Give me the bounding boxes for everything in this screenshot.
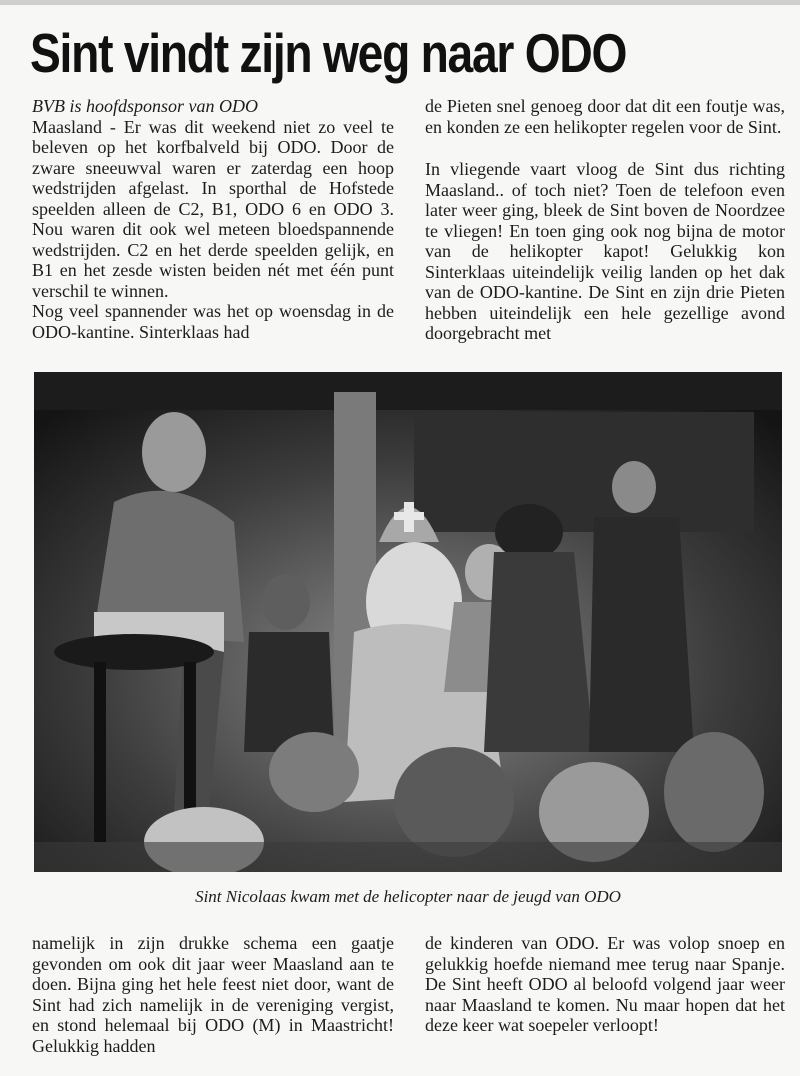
paragraph: de kinderen van ODO. Er was volop snoep en gelukkig hoefde niemand mee terug naar Spanje. De Sint heeft ODO al beloofd volgend jaar weer naar Maasland te komen. Nu maar hopen dat het deze keer wat soepeler verloopt! [425, 933, 785, 1035]
photo-sinterklaas-image [34, 372, 782, 872]
page-edge-line [0, 0, 800, 5]
paragraph: Nog veel spannender was het op woensdag in de ODO-kantine. Sinterklaas had [32, 301, 394, 342]
article-column-bottom-right [425, 933, 785, 1036]
article-column-bottom-left [32, 933, 394, 1056]
paragraph: de Pieten snel genoeg door dat dit een foutje was, en konden ze een helikopter regelen voor de Sint. [425, 96, 785, 137]
paragraph: In vliegende vaart vloog de Sint dus richting Maasland.. of toch niet? Toen de telefoon even later weer ging, bleek de Sint boven de Noordzee te vliegen! En toen ging ook nog bijna de motor van de helikopter kapot! Gelukkig kon Sinterklaas uiteindelijk veilig landen op het dak van de ODO-kantine. De Sint en zijn drie Pieten hebben uiteindelijk een hele gezellige avond doorgebracht met [425, 159, 785, 343]
paragraph: namelijk in zijn drukke schema een gaatje gevonden om ook dit jaar weer Maasland aan te doen. Bijna ging het hele feest niet door, want de Sint had zich namelijk in de vereniging vergist, en stond helemaal bij ODO (M) in Maastricht! Gelukkig hadden [32, 933, 394, 1056]
article-photo [34, 372, 782, 872]
subheadline: BVB is hoofdsponsor van ODO [32, 96, 258, 116]
article-column-left [32, 96, 394, 342]
photo-caption: Sint Nicolaas kwam met de helicopter naar de jeugd van ODO [195, 887, 621, 906]
paragraph: Maasland - Er was dit weekend niet zo veel te beleven op het korfbalveld bij ODO. Door de zware sneeuwval waren er zaterdag een hoop wedstrijden afgelast. In sporthal de Hofstede speelden alleen de C2, B1, ODO 6 en ODO 3. Nou waren dit ook wel meteen bloedspannende wedstrijden. C2 en het derde speelden gelijk, en B1 en het zesde wisten beiden nét met één punt verschil te winnen. [32, 116, 394, 301]
article-column-right [425, 96, 785, 344]
headline: Sint vindt zijn weg naar ODO [30, 22, 627, 84]
